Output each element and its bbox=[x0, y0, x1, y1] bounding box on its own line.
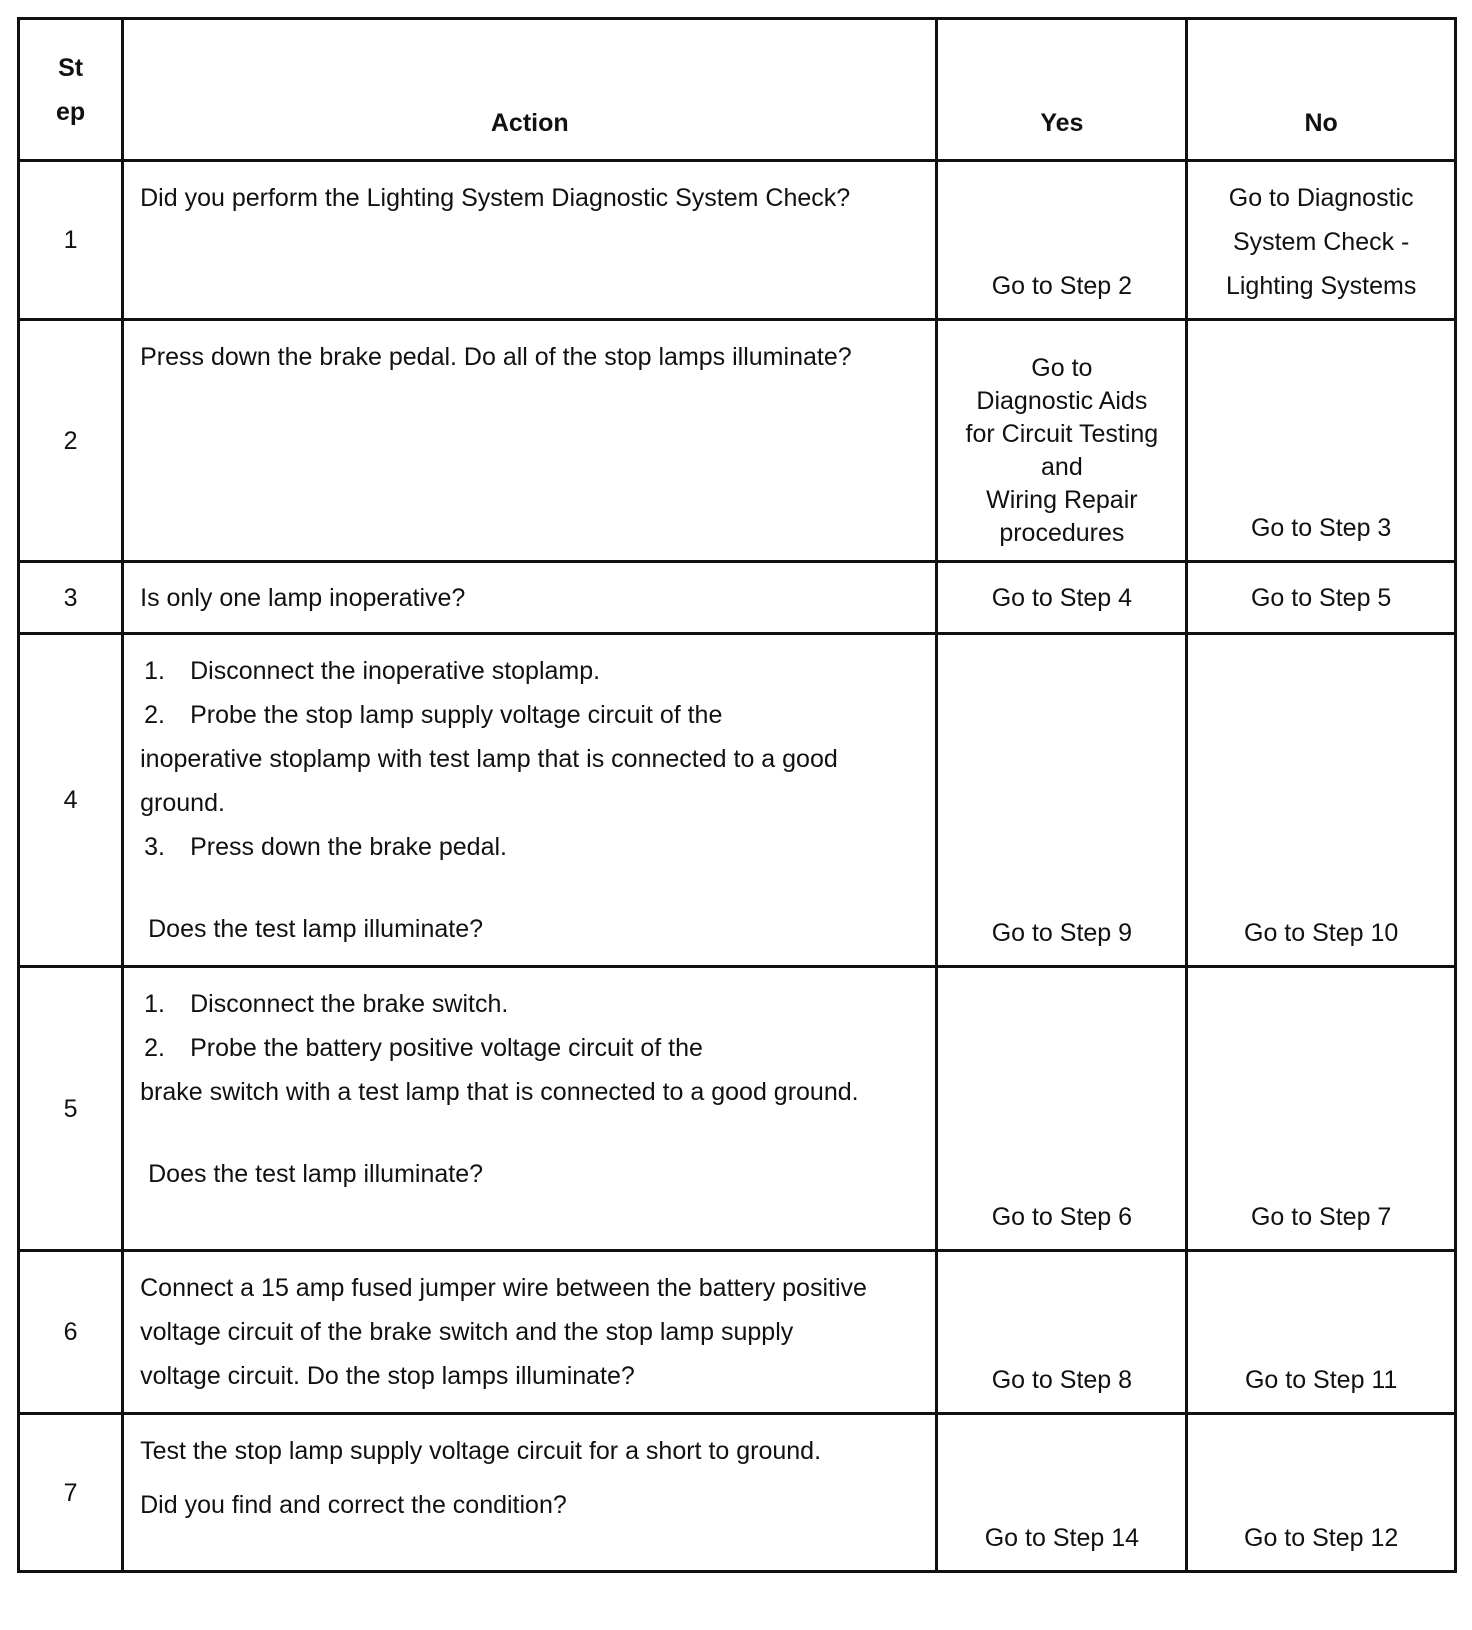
header-row bbox=[19, 19, 1456, 161]
list-item: 1. Disconnect the inoperative stoplamp. bbox=[144, 657, 601, 685]
table-row bbox=[19, 1414, 1456, 1572]
yes-result: Go to Step 4 bbox=[937, 562, 1187, 634]
list-item: 1. Disconnect the brake switch. bbox=[144, 990, 509, 1018]
header-action: Action bbox=[123, 19, 937, 161]
step-number: 1 bbox=[19, 161, 123, 320]
question-text: Does the test lamp illuminate? bbox=[148, 1160, 484, 1188]
list-item: 2. Probe the battery positive voltage circuit of the brake switch with a test lamp that is connected to a good ground. bbox=[140, 1034, 859, 1106]
table-row bbox=[19, 161, 1456, 320]
no-result: Go to Diagnostic System Check - Lighting Systems bbox=[1187, 161, 1456, 320]
no-result: Go to Step 12 bbox=[1187, 1414, 1456, 1572]
action-text bbox=[123, 967, 937, 1251]
step-number: 3 bbox=[19, 562, 123, 634]
list-item: 3. Press down the brake pedal. bbox=[144, 833, 507, 861]
table-row bbox=[19, 634, 1456, 967]
header-yes: Yes bbox=[937, 19, 1187, 161]
no-result: Go to Step 11 bbox=[1187, 1251, 1456, 1414]
yes-result: Go to Step 14 bbox=[937, 1414, 1187, 1572]
question-text: Does the test lamp illuminate? bbox=[148, 915, 484, 943]
table-row bbox=[19, 562, 1456, 634]
yes-result: Go to Step 6 bbox=[937, 967, 1187, 1251]
no-result: Go to Step 3 bbox=[1187, 320, 1456, 562]
no-result: Go to Step 7 bbox=[1187, 967, 1456, 1251]
step-number: 5 bbox=[19, 967, 123, 1251]
action-text bbox=[123, 634, 937, 967]
table-row bbox=[19, 320, 1456, 562]
action-text: Test the stop lamp supply voltage circuit for a short to ground. Did you find and correct the condition? bbox=[123, 1414, 937, 1572]
yes-result: Go to Step 9 bbox=[937, 634, 1187, 967]
yes-result: Go to Diagnostic Aids for Circuit Testing and Wiring Repair procedures bbox=[937, 320, 1187, 562]
step-number: 6 bbox=[19, 1251, 123, 1414]
action-text: Press down the brake pedal. Do all of the stop lamps illuminate? bbox=[123, 320, 937, 562]
question-text: Did you find and correct the condition? bbox=[140, 1491, 567, 1519]
table-row bbox=[19, 967, 1456, 1251]
diagnostic-table bbox=[17, 17, 1457, 1573]
yes-result: Go to Step 8 bbox=[937, 1251, 1187, 1414]
yes-result: Go to Step 2 bbox=[937, 161, 1187, 320]
no-result: Go to Step 10 bbox=[1187, 634, 1456, 967]
table-row bbox=[19, 1251, 1456, 1414]
step-number: 7 bbox=[19, 1414, 123, 1572]
header-no: No bbox=[1187, 19, 1456, 161]
list-item: 2. Probe the stop lamp supply voltage circuit of the inoperative stoplamp with test lamp that is connected to a good ground. bbox=[140, 701, 838, 817]
action-text: Did you perform the Lighting System Diagnostic System Check? bbox=[123, 161, 937, 320]
step-number: 2 bbox=[19, 320, 123, 562]
header-step: St ep bbox=[19, 19, 123, 161]
no-result: Go to Step 5 bbox=[1187, 562, 1456, 634]
action-text: Connect a 15 amp fused jumper wire between the battery positive voltage circuit of the brake switch and the stop lamp supply voltage circuit. Do the stop lamps illuminate? bbox=[123, 1251, 937, 1414]
action-text: Is only one lamp inoperative? bbox=[123, 562, 937, 634]
step-number: 4 bbox=[19, 634, 123, 967]
